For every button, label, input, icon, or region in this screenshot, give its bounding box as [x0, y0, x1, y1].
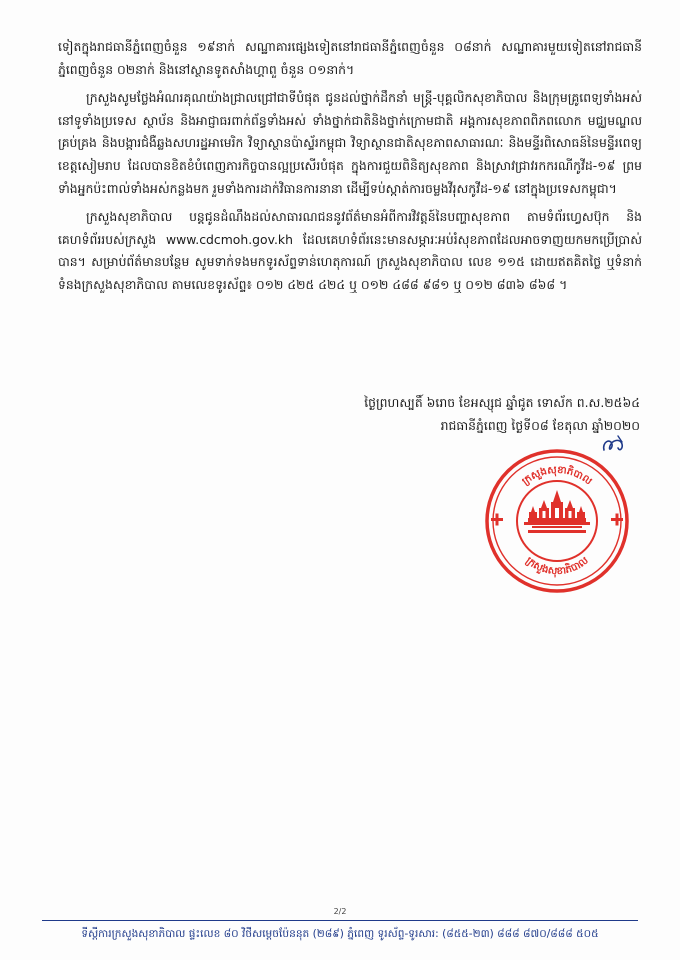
seal-top-text: ក្រសួងសុខាភិបាល	[520, 464, 594, 488]
paragraph-1: ទៀតក្នុងរាជធានីភ្នំពេញចំនួន ១៩នាក់ សណ្ឋាគារផ្សេងទៀតនៅរាជធានីភ្នំពេញចំនួន ០៨នាក់ សណ្ឋាគារមួយទៀតនៅរាជធានីភ្នំពេញចំនួន ០២នាក់ និងនៅស្ថានទូតសាំងហ្គាពួ ចំនួន ០១នាក់។	[58, 39, 642, 77]
ministry-seal	[484, 448, 630, 594]
document-body	[58, 36, 642, 303]
footer-address: ទីស្តីការក្រសួងសុខាភិបាល ផ្ទះលេខ ៨០ វិថីសម្តេចប៉ែននុត (២៨៩) ភ្នំពេញ ទូរស័ព្ទ-ទូរសារ: (៨៥៥-២៣) ៨៨៨ ៨៧០/៨៨៨ ៥០៥	[81, 928, 599, 940]
solar-date: រាជធានីភ្នំពេញ ថ្ងៃទី០៨ ខែតុលា ឆ្នាំ២០២០	[440, 417, 640, 433]
page-number: 2/2	[333, 907, 347, 916]
svg-text:ក្រសួងសុខាភិបាល	[523, 555, 591, 578]
svg-text:ក្រសួងសុខាភិបាល	[520, 464, 594, 487]
paragraph-3: ក្រសួងសុខាភិបាល បន្តជូនដំណឹងដល់សាធារណជននូវព័ត៌មានអំពីការវិវត្តន៍នៃបញ្ហាសុខភាព តាមទំព័រហ្វេសប៊ុក និងគេហទំព័ររបស់ក្រសួង www.cdcmoh.gov.kh ដែលគេហទំព័រនេះមានសម្ភារៈអប់រំសុខភាពដែលអាចទាញយកមកប្រើប្រាស់បាន។ សម្រាប់ព័ត៌មានបន្ថែម សូមទាក់ទងមកទូរស័ព្ទទាន់ហេតុការណ៍ ក្រសួងសុខាភិបាល លេខ ១១៥ ដោយឥតគិតថ្លៃ ឬទំនាក់ទំនងក្រសួងសុខាភិបាល តាមលេខទូរស័ព្ទ៖ ០១២ ៤២៥ ៤២៤ ឬ ០១២ ៤៨៨ ៩៨១ ឬ ០១២ ៨៣៦ ៨៦៨ ។	[58, 209, 642, 292]
date-block	[300, 392, 640, 437]
seal-bottom-text: ក្រសួងសុខាភិបាល	[523, 555, 591, 578]
footer-divider	[42, 920, 638, 921]
paragraph-2: ក្រសួងសូមថ្លែងអំណរគុណយ៉ាងជ្រាលជ្រៅជាទីបំផុត ជូនដល់ថ្នាក់ដឹកនាំ មន្ត្រី-បុគ្គលិកសុខាភិបាល និងក្រុមគ្រូពេទ្យទាំងអស់នៅទូទាំងប្រទេស ស្ថាប័ន និងអាជ្ញាធរពាក់ព័ន្ធទាំងអស់ ទាំងថ្នាក់ជាតិនិងថ្នាក់ក្រោមជាតិ អង្គការសុខភាពពិភពលោក មជ្ឈមណ្ឌលគ្រប់គ្រង និងបង្ការជំងឺឆ្លងសហរដ្ឋអាមេរិក វិទ្យាស្ថានប៉ាស្ទ័រកម្ពុជា វិទ្យាស្ថានជាតិសុខភាពសាធារណៈ និងមន្ទីរពិសោធន៍នៃមន្ទីរពេទ្យខេត្តសៀមរាប ដែលបានខិតខំបំពេញភារកិច្ចបានល្អប្រសើរបំផុត ក្នុងការជួយពិនិត្យសុខភាព និងស្រាវជ្រាវរកករណីកូវីដ-១៩ ព្រមទាំងអ្នកប៉ះពាល់ទាំងអស់កន្លងមក រួមទាំងការដាក់វិធានការនានា ដើម្បីទប់ស្កាត់ការចម្លងវីរុសកូវីដ-១៩ នៅក្នុងប្រទេសកម្ពុជា។	[58, 90, 642, 196]
lunar-date: ថ្ងៃព្រហស្បតិ៍ ៦រោច ខែអស្សុជ ឆ្នាំជូត ទោស័ក ព.ស.២៥៦៤	[364, 395, 640, 410]
